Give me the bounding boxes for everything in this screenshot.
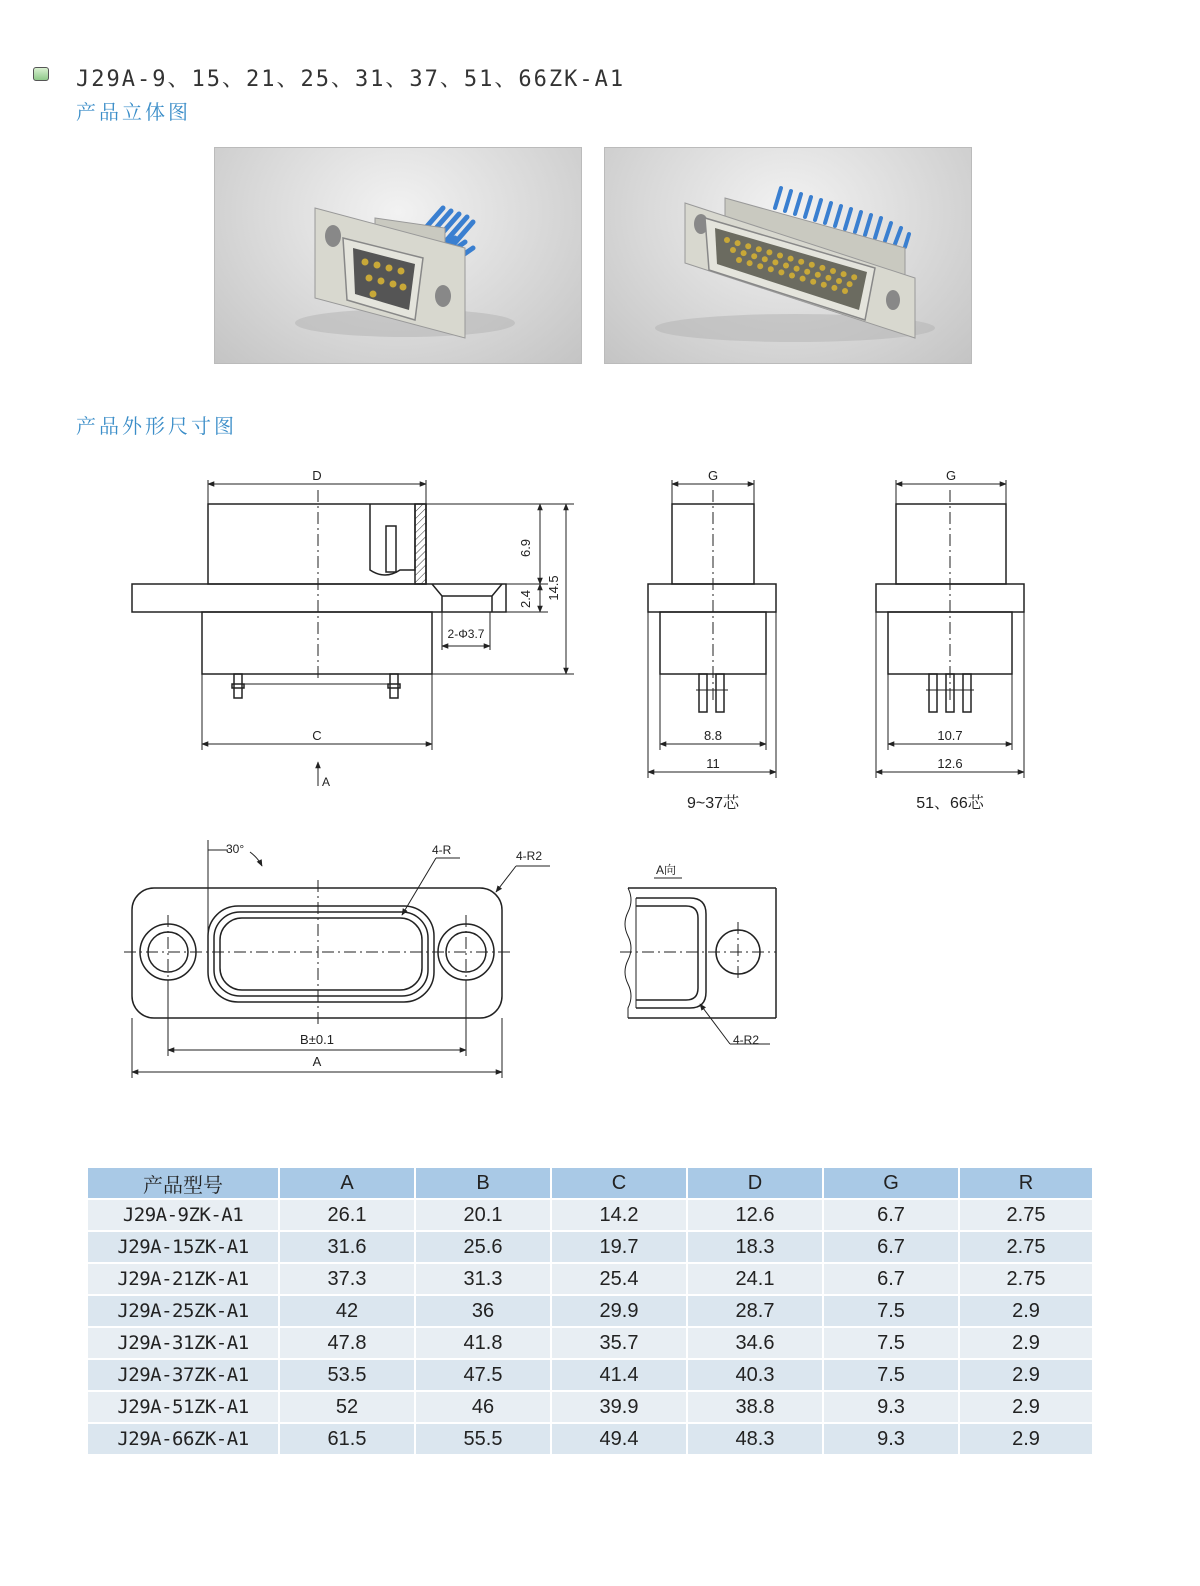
value-cell: 6.7	[823, 1199, 959, 1231]
column-header: A	[279, 1168, 415, 1199]
model-cell: J29A-37ZK-A1	[88, 1359, 279, 1391]
value-cell: 40.3	[687, 1359, 823, 1391]
column-header: D	[687, 1168, 823, 1199]
value-cell: 9.3	[823, 1391, 959, 1423]
value-cell: 25.6	[415, 1231, 551, 1263]
value-cell: 24.1	[687, 1263, 823, 1295]
value-cell: 35.7	[551, 1327, 687, 1359]
table-header-row	[88, 1168, 1092, 1199]
connector-9-pin-illustration	[215, 148, 582, 364]
connector-37-pin-illustration	[605, 148, 972, 364]
contact-pin	[783, 263, 789, 269]
contact-pin	[724, 237, 730, 243]
contact-pin	[756, 246, 762, 252]
value-cell: 6.7	[823, 1263, 959, 1295]
value-cell: 18.3	[687, 1231, 823, 1263]
label-view-A-direction: A向	[656, 863, 677, 877]
value-cell: 2.75	[959, 1263, 1092, 1295]
table-body	[88, 1199, 1092, 1454]
contact-pin	[766, 249, 772, 255]
value-cell: 19.7	[551, 1231, 687, 1263]
model-cell: J29A-9ZK-A1	[88, 1199, 279, 1231]
value-cell: 2.9	[959, 1327, 1092, 1359]
value-cell: 2.9	[959, 1359, 1092, 1391]
contact-pin	[841, 271, 847, 277]
table-row	[88, 1295, 1092, 1327]
value-cell: 61.5	[279, 1423, 415, 1454]
contact-pin	[747, 260, 753, 266]
value-cell: 37.3	[279, 1263, 415, 1295]
table-row	[88, 1359, 1092, 1391]
label-12-6: 12.6	[937, 756, 963, 771]
contact-pin	[735, 240, 741, 246]
contact-pin	[772, 259, 778, 265]
value-cell: 39.9	[551, 1391, 687, 1423]
column-header: C	[551, 1168, 687, 1199]
table-row	[88, 1199, 1092, 1231]
contact-pin	[741, 250, 747, 256]
label-10-7: 10.7	[937, 728, 963, 743]
label-hole: 2-Φ3.7	[447, 627, 485, 641]
value-cell: 25.4	[551, 1263, 687, 1295]
label-14-5: 14.5	[546, 575, 561, 601]
contact-pin	[851, 274, 857, 280]
value-cell: 29.9	[551, 1295, 687, 1327]
model-cell: J29A-25ZK-A1	[88, 1295, 279, 1327]
value-cell: 41.8	[415, 1327, 551, 1359]
model-cell: J29A-31ZK-A1	[88, 1327, 279, 1359]
contact-pin	[825, 275, 831, 281]
model-cell: J29A-15ZK-A1	[88, 1231, 279, 1263]
label-D: D	[312, 468, 322, 483]
contact-pin	[798, 259, 804, 265]
dimension-drawing	[0, 460, 1200, 1100]
label-11: 11	[706, 756, 720, 771]
label-8-8: 8.8	[703, 728, 723, 743]
value-cell: 9.3	[823, 1423, 959, 1454]
contact-pin	[757, 263, 763, 269]
contact-pin	[788, 256, 794, 262]
label-B: B±0.1	[300, 1032, 334, 1047]
caption-51-66: 51、66芯	[916, 795, 984, 812]
value-cell: 7.5	[823, 1327, 959, 1359]
connector-9-pin-render	[214, 147, 582, 364]
value-cell: 2.75	[959, 1199, 1092, 1231]
value-cell: 42	[279, 1295, 415, 1327]
value-cell: 7.5	[823, 1359, 959, 1391]
front-view	[132, 480, 574, 786]
label-angle: 30°	[226, 842, 245, 856]
column-header: B	[415, 1168, 551, 1199]
table-row	[88, 1391, 1092, 1423]
value-cell: 36	[415, 1295, 551, 1327]
table-row	[88, 1231, 1092, 1263]
contact-pin	[809, 262, 815, 268]
value-cell: 6.7	[823, 1231, 959, 1263]
contact-pin	[842, 288, 848, 294]
column-header: 产品型号	[88, 1168, 279, 1199]
spec-table	[88, 1168, 1092, 1454]
label-4-R2-top: 4-R2	[516, 849, 543, 863]
value-cell: 46	[415, 1391, 551, 1423]
value-cell: 31.6	[279, 1231, 415, 1263]
product-title: J29A-9、15、21、25、31、37、51、66ZK-A1	[76, 67, 626, 92]
value-cell: 14.2	[551, 1199, 687, 1231]
contact-pin	[768, 266, 774, 272]
contact-pin	[831, 285, 837, 291]
label-4-R: 4-R	[432, 843, 452, 857]
value-cell: 2.9	[959, 1423, 1092, 1454]
value-cell: 26.1	[279, 1199, 415, 1231]
contact-pin	[789, 273, 795, 279]
label-A: A	[312, 1054, 322, 1069]
contact-pin	[819, 265, 825, 271]
contact-pin	[778, 269, 784, 275]
contact-pin	[794, 266, 800, 272]
contact-pin	[751, 253, 757, 259]
value-cell: 20.1	[415, 1199, 551, 1231]
label-2-4: 2.4	[518, 589, 533, 609]
table-row	[88, 1423, 1092, 1454]
value-cell: 47.5	[415, 1359, 551, 1391]
value-cell: 38.8	[687, 1391, 823, 1423]
table-row	[88, 1263, 1092, 1295]
label-6-9: 6.9	[518, 538, 533, 558]
section-title-3d: 产品立体图	[76, 100, 191, 124]
contact-pin	[762, 256, 768, 262]
contact-pin	[830, 268, 836, 274]
value-cell: 28.7	[687, 1295, 823, 1327]
model-cell: J29A-66ZK-A1	[88, 1423, 279, 1454]
top-view	[124, 840, 550, 1078]
caption-9-37: 9~37芯	[686, 795, 740, 812]
contact-pin	[736, 257, 742, 263]
model-cell: J29A-51ZK-A1	[88, 1391, 279, 1423]
value-cell: 31.3	[415, 1263, 551, 1295]
contact-pin	[730, 247, 736, 253]
contact-pin	[821, 282, 827, 288]
value-cell: 53.5	[279, 1359, 415, 1391]
label-view-A: A	[322, 775, 331, 789]
view-a	[620, 878, 776, 1044]
contact-pin	[800, 276, 806, 282]
value-cell: 2.9	[959, 1391, 1092, 1423]
value-cell: 55.5	[415, 1423, 551, 1454]
value-cell: 49.4	[551, 1423, 687, 1454]
contact-pin	[804, 269, 810, 275]
label-4-R2-viewA: 4-R2	[733, 1033, 760, 1047]
section-title-dimensions: 产品外形尺寸图	[76, 414, 237, 438]
label-G-2: G	[945, 468, 957, 483]
model-cell: J29A-21ZK-A1	[88, 1263, 279, 1295]
value-cell: 48.3	[687, 1423, 823, 1454]
contact-pin	[815, 272, 821, 278]
contact-pin	[836, 278, 842, 284]
value-cell: 7.5	[823, 1295, 959, 1327]
contact-pin	[777, 253, 783, 259]
label-G-1: G	[707, 468, 719, 483]
table-row	[88, 1327, 1092, 1359]
column-header: R	[959, 1168, 1092, 1199]
value-cell: 34.6	[687, 1327, 823, 1359]
connector-37-pin-render	[604, 147, 972, 364]
value-cell: 12.6	[687, 1199, 823, 1231]
value-cell: 41.4	[551, 1359, 687, 1391]
label-C: C	[312, 728, 322, 743]
value-cell: 2.75	[959, 1231, 1092, 1263]
contact-pin	[810, 279, 816, 285]
value-cell: 2.9	[959, 1295, 1092, 1327]
square-bullet-icon	[33, 67, 49, 81]
contact-pin	[745, 243, 751, 249]
contact-pin	[847, 281, 853, 287]
value-cell: 47.8	[279, 1327, 415, 1359]
value-cell: 52	[279, 1391, 415, 1423]
column-header: G	[823, 1168, 959, 1199]
